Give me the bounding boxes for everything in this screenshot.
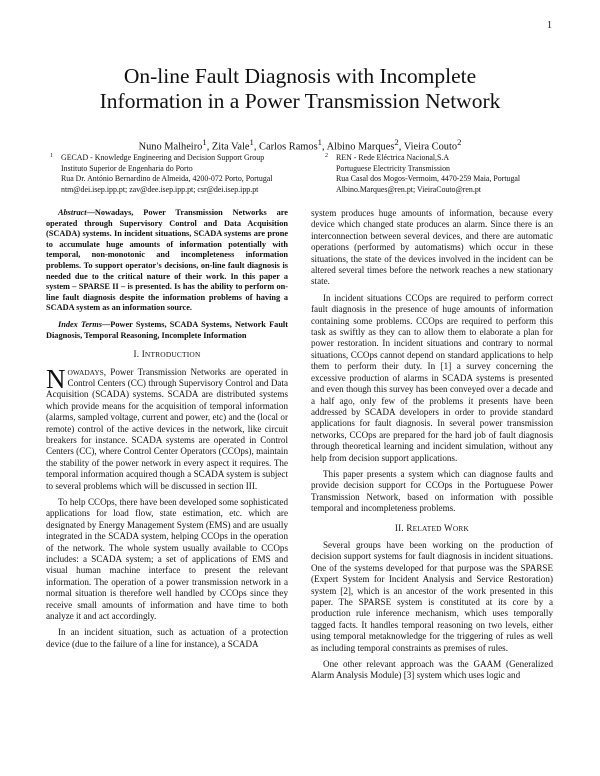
paragraph: To help CCOps, there have been developed some sophisticated applications for load flow, state estimation, etc. which are designated by Energy Management System (EMS) and are usually integrated in the SCADA system, helping CCOps in the operation of the network. The whole system usually available to CCOps includes: a SCADA system; a set of applications of EMS and visual human machine interface to present the relevant information. The operation of a power transmission network in a normal situation is therefore well handled by CCOps since they receive small amounts of information and have time to both analyze it and act accordingly. (46, 497, 288, 622)
affiliation-line: Instituto Superior de Engenharia do Porto (61, 163, 193, 173)
paragraph: This paper presents a system which can diagnose faults and provide decision support for CCOps in the Portuguese Power Transmission Network, based on information with possible temporal and incompleteness problems. (311, 468, 553, 514)
affiliation-line: Rua Casal dos Mogos-Vermoim, 4470-259 Maia, Portugal (336, 174, 521, 184)
index-terms (46, 320, 288, 341)
author-list: Nuno Malheiro$^1$, Zita Vale$^1$, Carlos Ramos$^1$, Albino Marques$^2$, Vieira Couto$^2$ (138, 137, 462, 153)
author-sup: 1 (202, 137, 207, 147)
affiliation-email: ntm@dei.isep.ipp.pt; zav@dee.isep.ipp.pt; csr@dei.isep.ipp.pt (61, 184, 259, 194)
author: Carlos Ramos (259, 141, 318, 153)
author: Albino Marques (326, 141, 395, 153)
paragraph: system produces huge amounts of information, because every device which changed state produces an alarm. Since there is an interconnection between several devices, and there are automatic operations (performed by automatisms) which occur in these situations, the state of the devices involved in the incident can be altered several times before the network reaches a new stationary state. (311, 208, 553, 287)
abstract-label: Abstract (58, 208, 87, 217)
section-heading-introduction: I. INTRODUCTION (133, 349, 201, 360)
paragraph: In incident situations CCOps are required to perform correct fault diagnosis in the presence of huge amounts of information containing some problems. CCOps are required to perform this task as swiftly as they can to allow them to elaborate a plan for power restoration. In incident situations and contrary to normal situations, CCOps cannot depend on standard applications to help them to perform their duty. In [1] a survey concerning the excessive production of alarms in SCADA systems is presented and even though this survey has been conveyed over a decade and a half ago, only few of the problems it presents have been addressed by SCADA developers in order to provide standard applications for fault diagnosis. In several power transmission networks, CCOps are prepared for the hard job of fault diagnosis through theoretical learning and incident simulation, without any help from decision support applications. (311, 292, 553, 463)
left-column (46, 208, 288, 655)
title-line-2: Information in a Power Transmission Network (99, 89, 501, 113)
paragraph: NOWADAYS, Power Transmission Networks are operated in Control Centers (CC) through Supervisory Control and Data Acquisition (SCADA) systems. SCADA are distributed systems which provide means for the acquisition of temporal information (alarms, sampled voltage, current and power, etc) and the (local or remote) control of the active devices in the network, like circuit breakers for instance. SCADA systems are operated in Control Centers (CC), where Control Center Operators (CCOps), maintain the stability of the power network in every aspect it requires. The temporal information acquired though a SCADA system is subject to several problems which will be discussed in section III. (46, 363, 288, 491)
affiliation-sup: 1 (50, 153, 53, 159)
index-terms-label: Index Terms (58, 319, 102, 329)
affiliation-right (325, 153, 565, 195)
affiliation-email: Albino.Marques@ren.pt; VieiraCouto@ren.pt (336, 184, 481, 194)
affiliation-line: Portuguese Electricity Transmission (336, 163, 450, 173)
abstract (46, 208, 288, 314)
section-heading-related-work: II. RELATED WORK (394, 522, 470, 533)
abstract-text: —Nowadays, Power Transmission Networks are operated through Supervisory Control and Data Acquisition (SCADA) systems. In incident situations, SCADA systems are prone to accumulate huge amounts of information potentially with temporal, non-monotonic and incompleteness information problems. To support operator's decisions, on-line fault diagnosis is needed due to the critical nature of their work. In this paper a system – SPARSE II – is presented. Is has the ability to perform on-line fault diagnosis despite the information problems of having a SCADA system as an information source. (46, 208, 288, 313)
affiliation-line: Rua Dr. António Bernardino de Almeida, 4200-072 Porto, Portugal (61, 174, 273, 184)
author-sup: 1 (317, 137, 322, 147)
paragraph: One other relevant approach was the GAAM (Generalized Alarm Analysis Module) [3] system which uses logic and (311, 659, 553, 681)
page-number: 1 (547, 20, 552, 31)
drop-cap: N (46, 363, 66, 394)
right-column (311, 208, 553, 687)
affiliation-line: GECAD - Knowledge Engineering and Decision Support Group (61, 153, 265, 162)
author-sup: 2 (394, 137, 399, 147)
author: Vieira Couto (403, 141, 458, 153)
paragraph: Several groups have been working on the production of decision support systems for fault diagnosis in incident situations. One of the systems developed for that purpose was the SPARSE (Expert System for Incident Analysis and Service Restoration) system [2], which is an ancestor of the work presented in this paper. The SPARSE system is constituted at its core by a production rule inference mechanism, which uses temporally tagged facts. It handles temporal reasoning on two levels, either using temporal metaknowledge for the triggering of rules as well as including temporal constraints as premises of rules. (311, 539, 553, 653)
author-sup: 2 (457, 137, 462, 147)
index-terms-text: —Power Systems, SCADA Systems, Network Fault Diagnosis, Temporal Reasoning, Incomplete Information (46, 319, 288, 340)
title-line-1: On-line Fault Diagnosis with Incomplete (123, 64, 477, 88)
affiliation-line: REN - Rede Eléctrica Nacional,S.A (336, 153, 450, 162)
author: Nuno Malheiro (138, 141, 203, 153)
affiliation-sup: 2 (325, 153, 328, 159)
paragraph: In an incident situation, such as actuation of a protection device (due to the failure of a line for instance), a SCADA (46, 627, 288, 649)
affiliation-left (50, 153, 305, 195)
author: Zita Vale (211, 141, 250, 153)
paper-title (40, 64, 560, 114)
author-sup: 1 (249, 137, 254, 147)
